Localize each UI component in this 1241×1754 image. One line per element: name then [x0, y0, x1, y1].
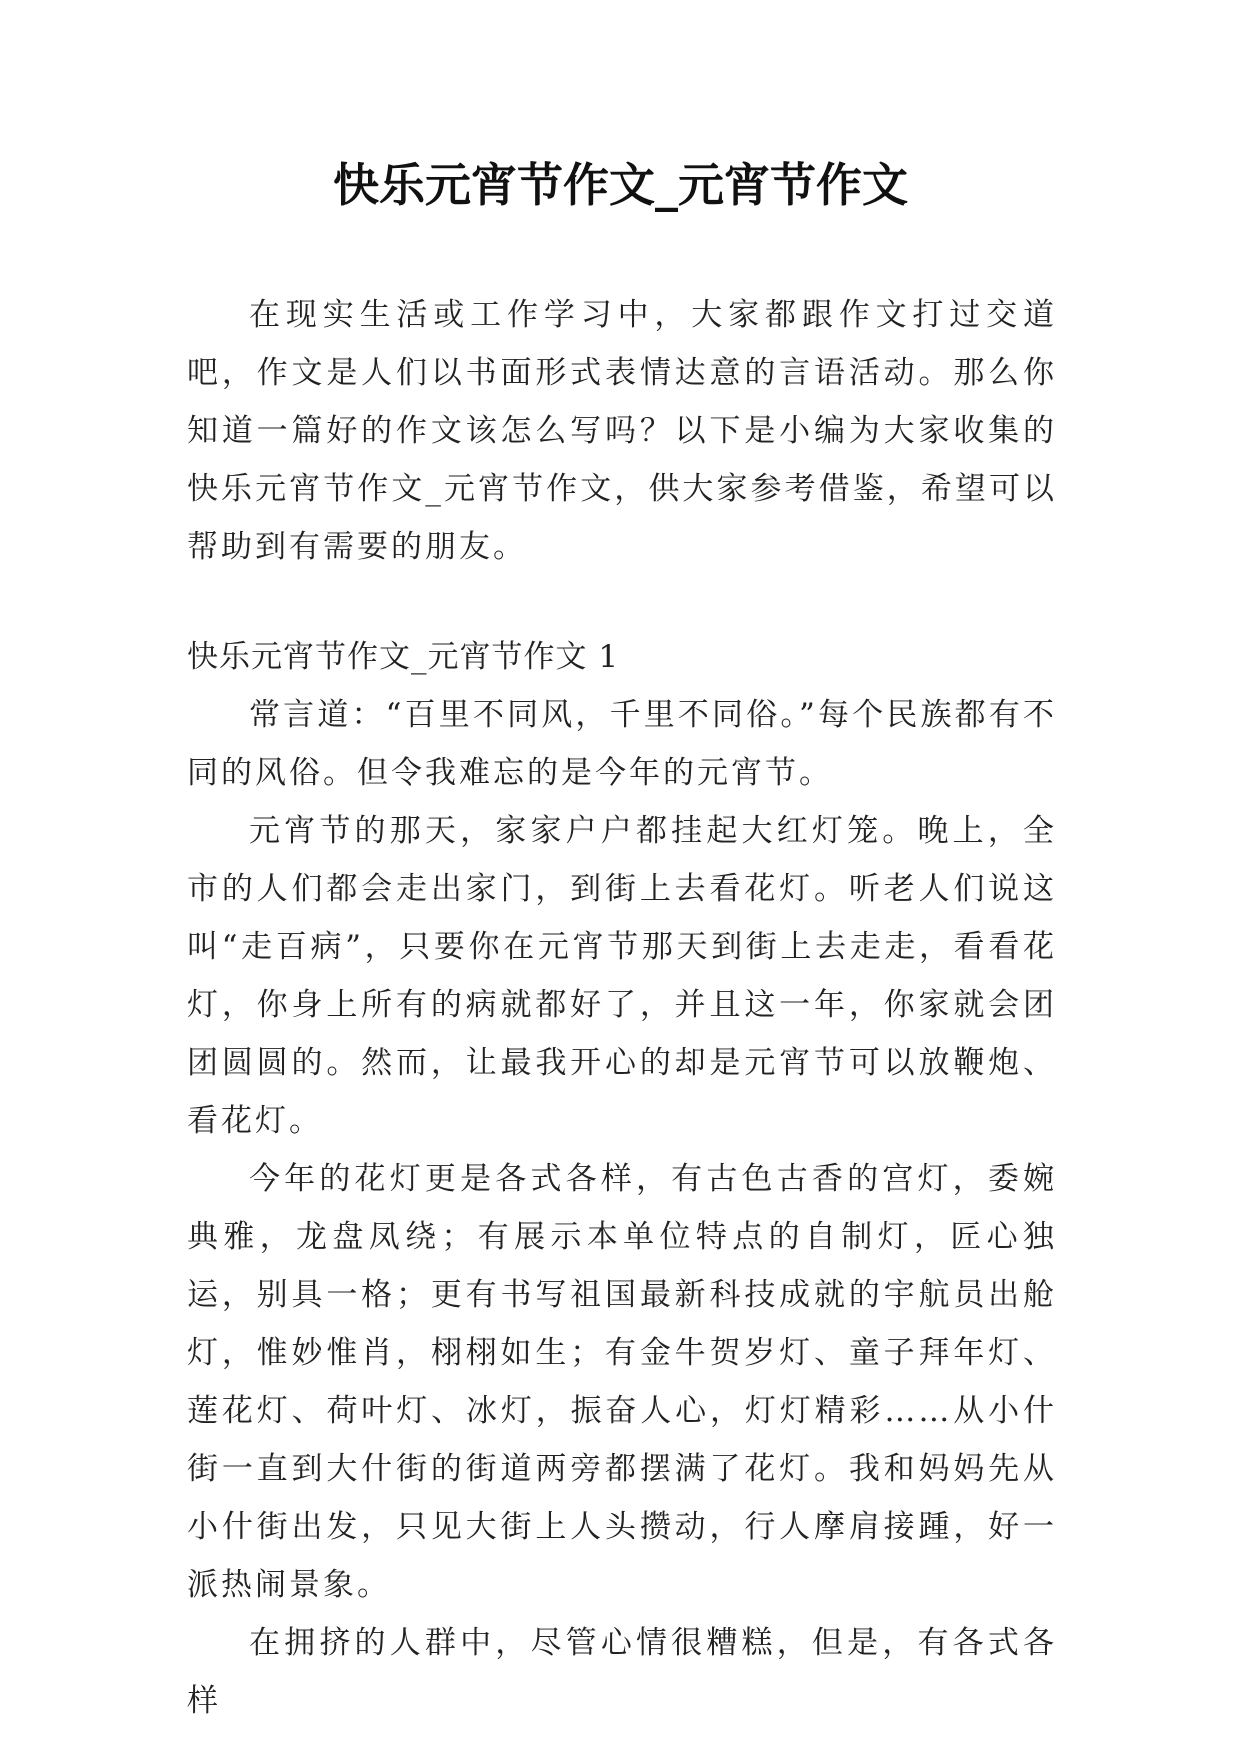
- section-heading: 快乐元宵节作文_元宵节作文 1: [187, 639, 620, 675]
- body-paragraph: 今年的花灯更是各式各样，有古色古香的宫灯，委婉典雅，龙盘凤绕；有展示本单位特点的自制灯，匠心独运，别具一格；更有书写祖国最新科技成就的宇航员出舱灯，惟妙惟肖，栩栩如生；有金牛贺岁灯、童子拜年灯、莲花灯、荷叶灯、冰灯，振奋人心，灯灯精彩……从小什街一直到大什街的街道两旁都摆满了花灯。我和妈妈先从小什街出发，只见大街上人头攒动，行人摩肩接踵，好一派热闹景象。: [187, 1161, 1057, 1603]
- document-title: 快乐元宵节作文_元宵节作文: [333, 158, 908, 212]
- body-paragraph: 在拥挤的人群中，尽管心情很糟糕，但是，有各式各样: [187, 1625, 1057, 1719]
- document-body: [187, 286, 1057, 1730]
- body-paragraph: 元宵节的那天，家家户户都挂起大红灯笼。晚上，全市的人们都会走出家门，到街上去看花灯。听老人们说这叫“走百病”，只要你在元宵节那天到街上去走走，看看花灯，你身上所有的病就都好了，并且这一年，你家就会团团圆圆的。然而，让最我开心的却是元宵节可以放鞭炮、看花灯。: [187, 813, 1057, 1139]
- intro-paragraph: 在现实生活或工作学习中，大家都跟作文打过交道吧，作文是人们以书面形式表情达意的言语活动。那么你知道一篇好的作文该怎么写吗？以下是小编为大家收集的快乐元宵节作文_元宵节作文，供大家参考借鉴，希望可以帮助到有需要的朋友。: [187, 297, 1057, 565]
- body-paragraph: 常言道：“百里不同风，千里不同俗。”每个民族都有不同的风俗。但令我难忘的是今年的元宵节。: [187, 697, 1057, 791]
